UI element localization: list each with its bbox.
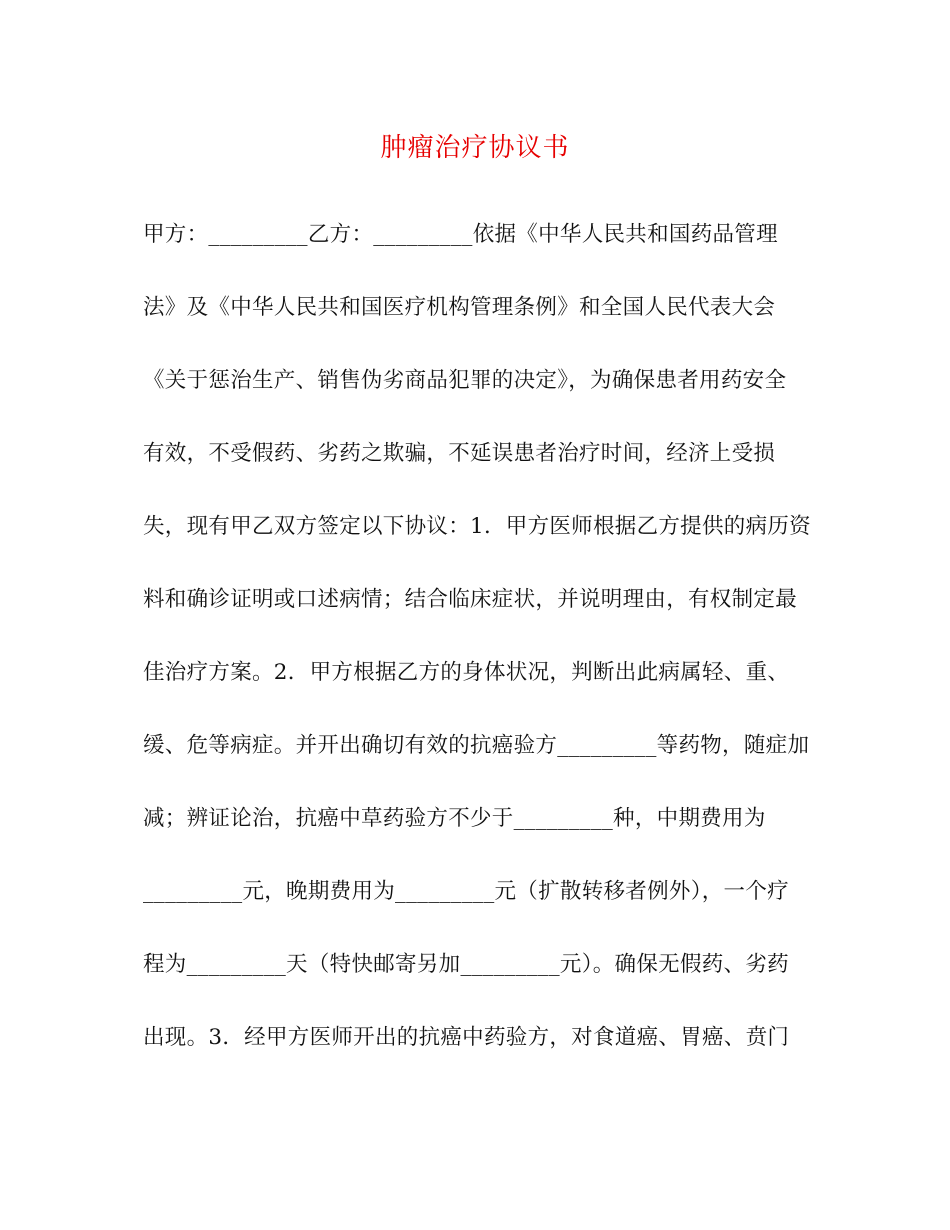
body-line: 失，现有甲乙双方签定以下协议：1．甲方医师根据乙方提供的病历资 [143,514,811,539]
body-line: 《关于惩治生产、销售伪劣商品犯罪的决定》，为确保患者用药安全 [143,368,787,393]
body-line: 佳治疗方案。2．甲方根据乙方的身体状况，判断出此病属轻、重、 [143,660,790,685]
body-line: 法》及《中华人民共和国医疗机构管理条例》和全国人民代表大会 [143,295,776,320]
body-line: 减；辨证论治，抗癌中草药验方不少于_________种，中期费用为 [143,806,766,831]
body-line: 程为_________天（特快邮寄另加_________元）。确保无假药、劣药 [143,952,789,977]
body-line: 缓、危等病症。并开出确切有效的抗癌验方_________等药物，随症加 [143,733,810,758]
document-title: 肿瘤治疗协议书 [380,133,570,163]
document-body [143,213,823,1089]
body-line: _________元，晚期费用为_________元（扩散转移者例外），一个疗 [143,879,789,904]
body-line: 有效，不受假药、劣药之欺骗，不延误患者治疗时间，经济上受损 [143,441,776,466]
body-line: 出现。3．经甲方医师开出的抗癌中药验方，对食道癌、胃癌、贲门 [143,1025,790,1050]
body-line: 甲方：_________乙方：_________依据《中华人民共和国药品管理 [143,222,778,247]
body-line: 料和确诊证明或口述病情；结合临床症状，并说明理由，有权制定最 [143,587,798,612]
